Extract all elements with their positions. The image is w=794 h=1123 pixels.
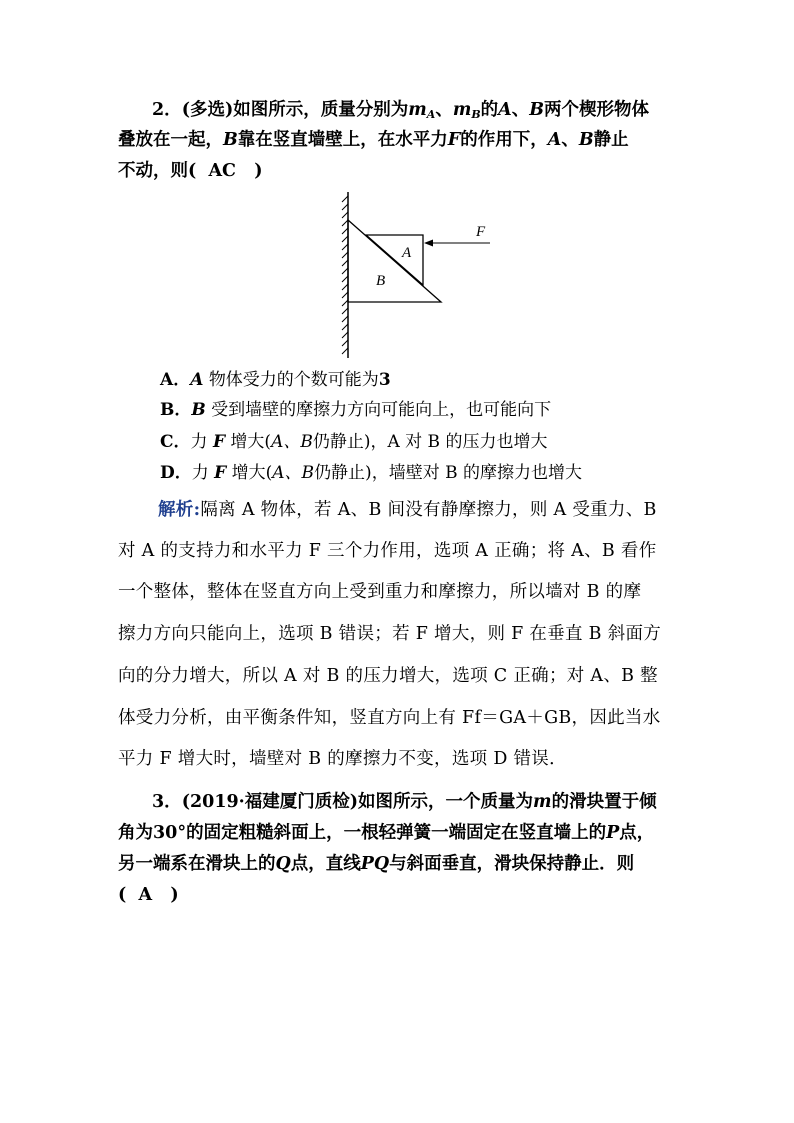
q2-line-2: 叠放在一起，B靠在竖直墙壁上，在水平力F的作用下，A、B静止 <box>118 130 629 150</box>
analysis-label: 解析: <box>158 500 201 520</box>
option-b: B．B 受到墙壁的摩擦力方向可能向上，也可能向下 <box>160 400 552 420</box>
label-b: B <box>376 273 386 289</box>
analysis-line-4: 擦力方向只能向上，选项 B 错误；若 F 增大，则 F 在垂直 B 斜面方 <box>118 624 662 644</box>
q2-number: 2． <box>152 100 182 120</box>
q3-answer: A <box>138 885 153 905</box>
wedge-a <box>366 235 423 285</box>
wedge-b <box>348 220 441 302</box>
option-d: D．力 F 增大(A、B仍静止)，墙壁对 B 的摩擦力也增大 <box>160 463 582 483</box>
analysis-line-5: 向的分力增大，所以 A 对 B 的压力增大，选项 C 正确；对 A、B 整 <box>118 666 658 686</box>
q3-number: 3． <box>152 792 182 812</box>
option-a: A．A 物体受力的个数可能为3 <box>160 370 391 390</box>
q3-line-1: 3．(2019·福建厦门质检)如图所示，一个质量为m的滑块置于倾 <box>152 792 657 812</box>
wedge-figure <box>330 190 500 360</box>
q3-line-4: ( A ) <box>118 885 179 905</box>
analysis-line-6: 体受力分析，由平衡条件知，竖直方向上有 Ff＝GA＋GB，因此当水 <box>118 708 661 728</box>
label-a: A <box>402 245 412 261</box>
analysis-line-1: 解析:隔离 A 物体，若 A、B 间没有静摩擦力，则 A 受重力、B <box>158 500 657 520</box>
q2-answer: AC <box>208 161 236 181</box>
analysis-line-2: 对 A 的支持力和水平力 F 三个力作用，选项 A 正确；将 A、B 看作 <box>118 541 657 561</box>
option-c: C．力 F 增大(A、B仍静止)，A 对 B 的压力也增大 <box>160 432 548 452</box>
q2-line-1: 2．(多选)如图所示，质量分别为$m_A$、$m_B$的A、B两个楔形物体 <box>152 100 650 121</box>
wall-hatch <box>342 192 348 358</box>
q2-line-3: 不动，则( AC ) <box>118 161 263 181</box>
label-f: F <box>476 224 486 240</box>
analysis-line-7: 平力 F 增大时，墙壁对 B 的摩擦力不变，选项 D 错误． <box>118 749 567 769</box>
analysis-line-3: 一个整体，整体在竖直方向上受到重力和摩擦力，所以墙对 B 的摩 <box>118 582 642 602</box>
arrow-head-icon <box>424 240 433 247</box>
q3-line-3: 另一端系在滑块上的Q点，直线PQ与斜面垂直，滑块保持静止．则 <box>118 854 635 874</box>
q3-line-2: 角为30°的固定粗糙斜面上，一根轻弹簧一端固定在竖直墙上的P点， <box>118 823 655 843</box>
